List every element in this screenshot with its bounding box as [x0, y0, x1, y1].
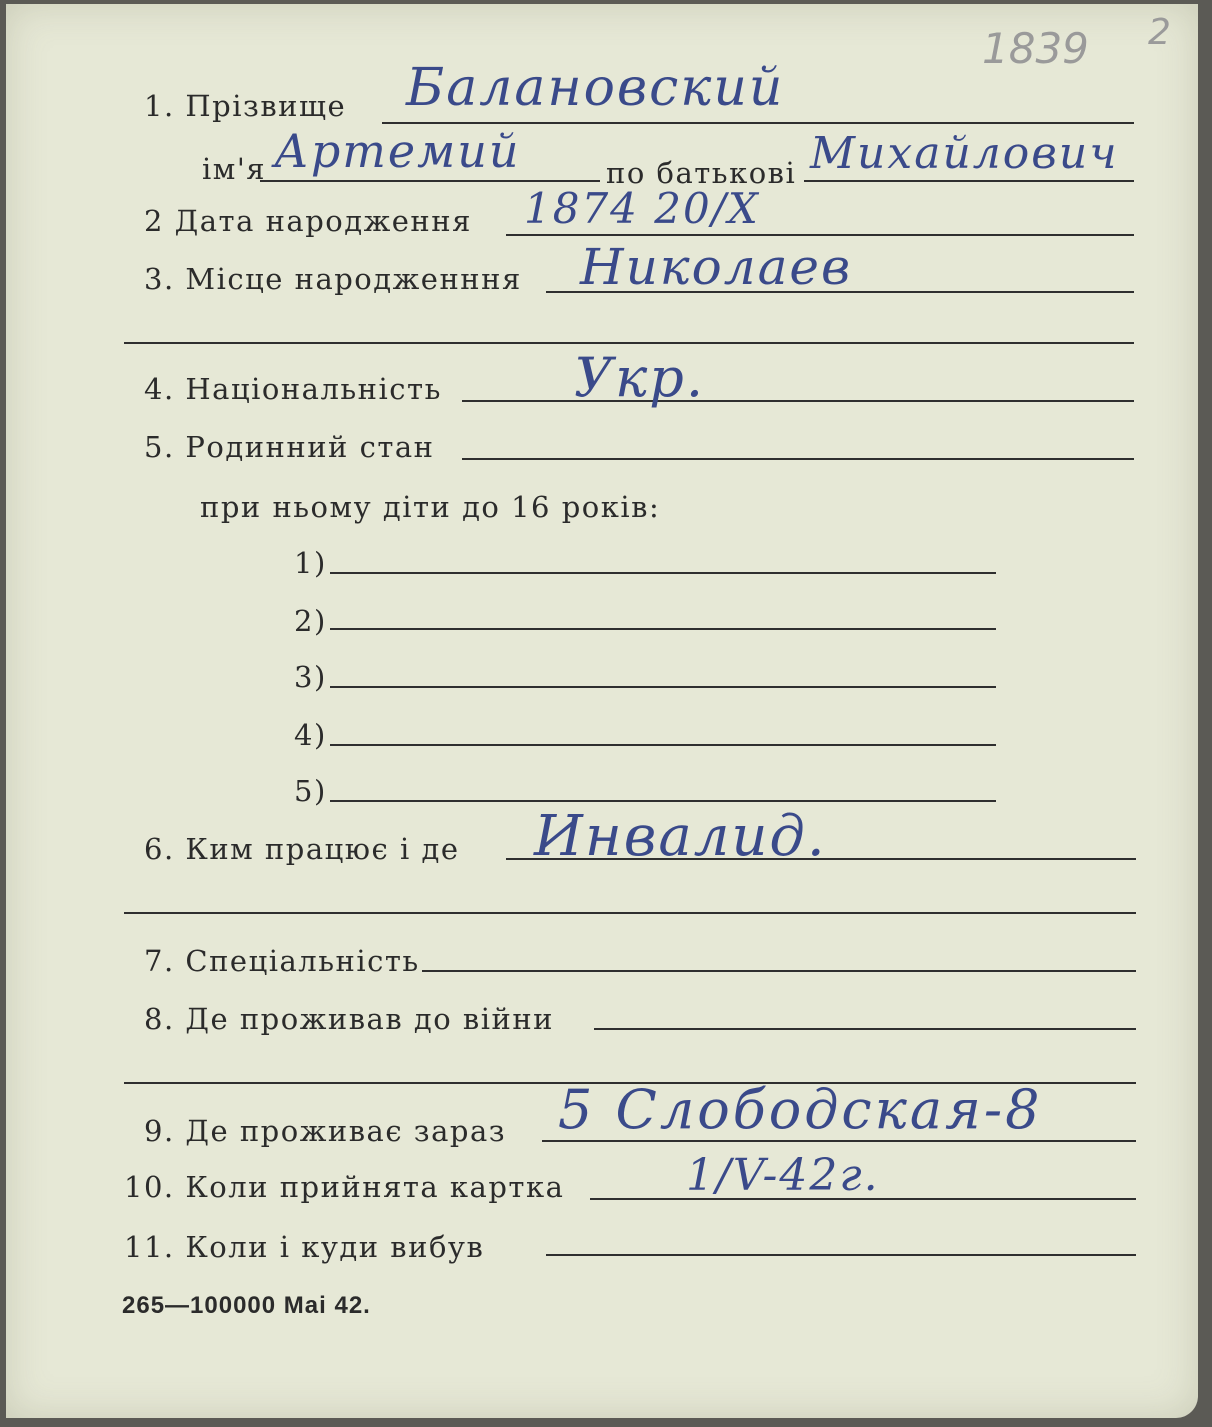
- child-4-line: [330, 744, 996, 746]
- specialty-label: 7. Спеціальність: [144, 944, 420, 978]
- name-label: ім'я: [202, 152, 267, 186]
- work-value: Инвалид.: [534, 804, 827, 869]
- family-line: [462, 458, 1134, 460]
- card-number: 1839: [982, 24, 1089, 73]
- child-1-line: [330, 572, 996, 574]
- card-date-label: 10. Коли прийнята картка: [124, 1170, 565, 1204]
- name-line: [260, 180, 600, 182]
- children-label: при ньому діти до 16 років:: [200, 490, 661, 524]
- child-2-line: [330, 628, 996, 630]
- nationality-value: Укр.: [574, 346, 706, 409]
- child-1-label: 1): [294, 546, 327, 580]
- child-5-label: 5): [294, 774, 327, 808]
- patronymic-line: [804, 180, 1134, 182]
- patronymic-value: Михайлович: [810, 128, 1119, 179]
- printer-imprint: 265—100000 Mai 42.: [122, 1292, 371, 1319]
- prewar-line: [594, 1028, 1136, 1030]
- child-3-line: [330, 686, 996, 688]
- birthplace-value: Николаев: [580, 238, 853, 296]
- birthdate-line: [506, 234, 1134, 236]
- surname-label: 1. Прізвище: [144, 89, 347, 123]
- nationality-line: [462, 400, 1134, 402]
- current-label: 9. Де проживає зараз: [144, 1114, 507, 1148]
- specialty-line: [422, 970, 1136, 972]
- birthdate-label: 2 Дата народження: [144, 204, 472, 238]
- patronymic-label: по батькові: [606, 156, 797, 190]
- registration-card: [6, 4, 1198, 1418]
- work-line-2: [124, 912, 1136, 914]
- work-label: 6. Ким працює і де: [144, 832, 460, 866]
- departure-line: [546, 1254, 1136, 1256]
- birthplace-line-2: [124, 342, 1134, 344]
- child-2-label: 2): [294, 604, 327, 638]
- surname-value: Балановский: [406, 58, 785, 118]
- child-3-label: 3): [294, 660, 327, 694]
- birthdate-value: 1874 20/X: [524, 184, 760, 233]
- card-mark: 2: [1148, 12, 1171, 53]
- current-value: 5 Слободская-8: [558, 1078, 1043, 1141]
- family-label: 5. Родинний стан: [144, 430, 435, 464]
- nationality-label: 4. Національність: [144, 372, 442, 406]
- birthplace-label: 3. Місце народженння: [144, 262, 522, 296]
- name-value: Артемий: [274, 124, 521, 178]
- card-date-value: 1/V-42г.: [686, 1150, 880, 1201]
- child-5-line: [330, 800, 996, 802]
- child-4-label: 4): [294, 718, 327, 752]
- prewar-label: 8. Де проживав до війни: [144, 1002, 554, 1036]
- departure-label: 11. Коли і куди вибув: [124, 1230, 485, 1264]
